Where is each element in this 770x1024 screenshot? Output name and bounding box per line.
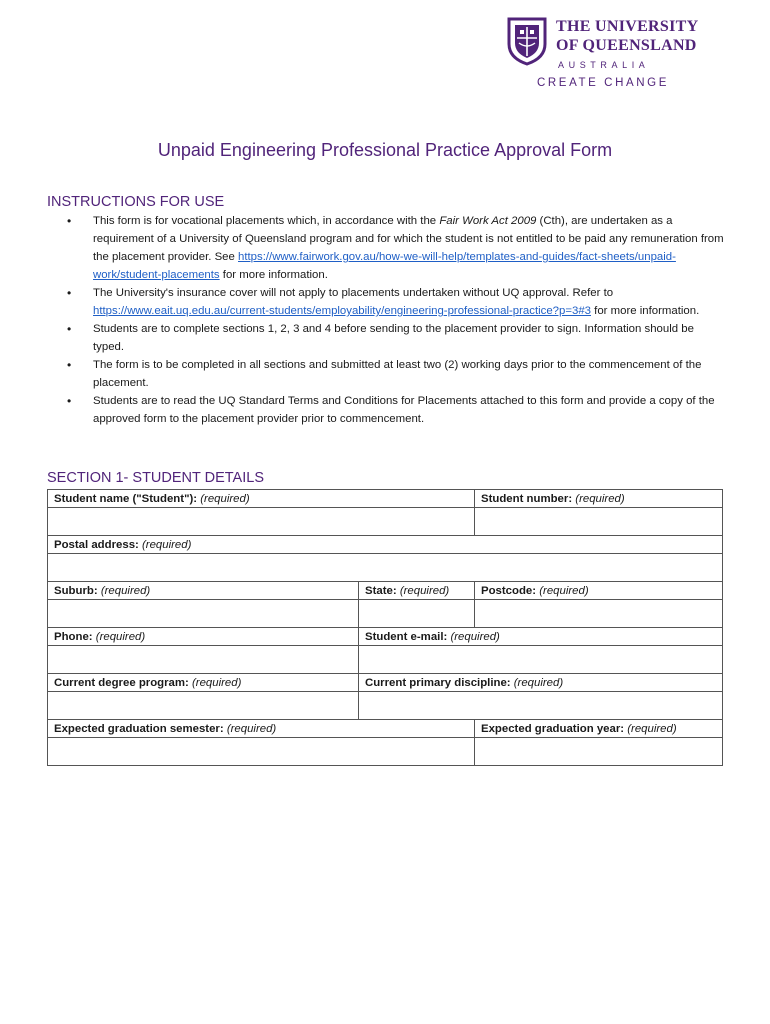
fairwork-link[interactable]: https://www.fairwork.gov.au/how-we-will-help/templates-and-guides/fact-sheets/unpaid-work/student-placements — [93, 251, 676, 281]
label-text: Postal address: — [54, 538, 139, 551]
student-name-label — [48, 490, 475, 508]
required-note: (required) — [95, 630, 146, 643]
uq-crest-icon — [506, 16, 548, 66]
list-item — [47, 284, 727, 320]
required-note: (required) — [627, 722, 677, 735]
required-note: (required) — [575, 492, 625, 505]
postal-address-label — [48, 536, 723, 554]
label-text: Current primary discipline: — [365, 676, 511, 689]
act-name: Fair Work Act 2009 — [439, 215, 537, 227]
postal-address-field[interactable] — [48, 554, 723, 582]
required-note: (required) — [539, 584, 589, 597]
eait-link[interactable]: https://www.eait.uq.edu.au/current-students/employability/engineering-professional-practice?p=3#3 — [93, 305, 591, 317]
label-text: Current degree program: — [54, 676, 189, 689]
email-label — [359, 628, 723, 646]
list-item: • Students are to read the UQ Standard Terms and Conditions for Placements attached to this form and provide a copy of the approved form to the placement provider prior to commencement. — [47, 392, 727, 428]
instruction-text: This form is for vocational placements which, in accordance with the — [93, 215, 440, 227]
student-name-field[interactable] — [48, 508, 475, 536]
required-note: (required) — [513, 676, 564, 689]
required-note: (required) — [450, 630, 500, 643]
wordmark-line-3: AUSTRALIA — [558, 60, 650, 70]
label-text: State: — [365, 584, 397, 597]
student-number-label — [475, 490, 723, 508]
section1-heading: SECTION 1- STUDENT DETAILS — [47, 470, 264, 486]
list-item: • Students are to complete sections 1, 2, 3 and 4 before sending to the placement provider to sign. Information should be typed. — [47, 320, 727, 356]
email-field[interactable] — [359, 646, 723, 674]
grad-year-label — [475, 720, 723, 738]
required-note: (required) — [399, 584, 450, 597]
postcode-field[interactable] — [475, 600, 723, 628]
grad-year-field[interactable] — [475, 738, 723, 766]
required-note: (required) — [192, 676, 242, 689]
instruction-text: (Cth), are undertaken as a requirement of a University of Queensland program and for which the student is not entitled to be paid any remuneration from the placement provider. See — [93, 215, 724, 263]
label-text: Student e-mail: — [365, 630, 448, 643]
wordmark-line-2: OF QUEENSLAND — [556, 37, 697, 54]
grad-semester-label — [48, 720, 475, 738]
wordmark-line-1: THE UNIVERSITY — [556, 18, 699, 35]
label-text: Student name ("Student"): — [54, 492, 198, 505]
required-note: (required) — [226, 722, 277, 735]
required-note: (required) — [100, 584, 151, 597]
discipline-field[interactable] — [359, 692, 723, 720]
state-label — [359, 582, 475, 600]
suburb-label — [48, 582, 359, 600]
label-text: Phone: — [54, 630, 93, 643]
label-text: Student number: — [481, 492, 573, 505]
form-title: Unpaid Engineering Professional Practice Approval Form — [157, 140, 613, 160]
label-text: Expected graduation semester: — [54, 722, 224, 735]
instructions-heading: INSTRUCTIONS FOR USE — [47, 194, 225, 210]
brand-tagline: CREATE CHANGE — [537, 77, 669, 89]
instruction-text: for more information. — [591, 305, 700, 317]
discipline-label — [359, 674, 723, 692]
student-number-field[interactable] — [475, 508, 723, 536]
degree-label — [48, 674, 359, 692]
instruction-text: The University's insurance cover will not apply to placements undertaken without UQ approval. Refer to — [93, 287, 614, 299]
required-note: (required) — [142, 538, 192, 551]
phone-label — [48, 628, 359, 646]
list-item — [47, 212, 727, 284]
instruction-text: for more information. — [219, 269, 328, 281]
postcode-label — [475, 582, 723, 600]
label-text: Suburb: — [54, 584, 98, 597]
university-wordmark — [556, 17, 698, 75]
label-text: Expected graduation year: — [481, 722, 625, 735]
grad-semester-field[interactable] — [48, 738, 475, 766]
list-item: • The form is to be completed in all sections and submitted at least two (2) working days prior to the commencement of the placement. — [47, 356, 727, 392]
degree-field[interactable] — [48, 692, 359, 720]
state-field[interactable] — [359, 600, 475, 628]
suburb-field[interactable] — [48, 600, 359, 628]
university-logo — [506, 14, 706, 94]
instructions-list — [47, 212, 727, 428]
student-details-table — [47, 489, 723, 766]
required-note: (required) — [200, 492, 250, 505]
label-text: Postcode: — [481, 584, 537, 597]
phone-field[interactable] — [48, 646, 359, 674]
